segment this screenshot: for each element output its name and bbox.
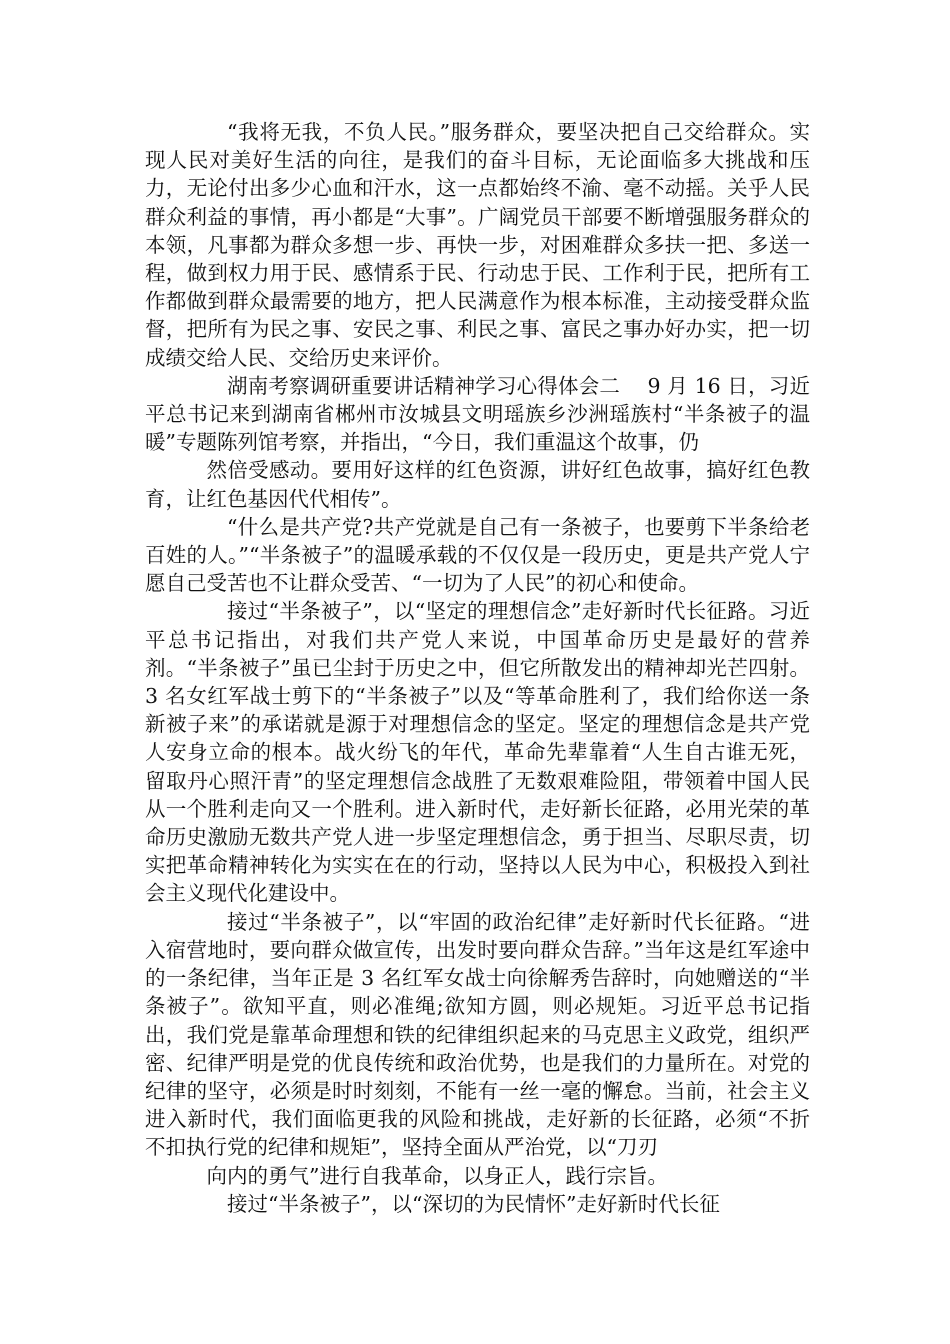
document-body — [145, 118, 810, 1218]
paragraph-red-resources: 然倍受感动。要用好这样的红色资源，讲好红色故事，搞好红色教育，让红色基因代代相传”。 — [145, 458, 810, 511]
paragraph-self-revolution: 向内的勇气”进行自我革命，以身正人，践行宗旨。 — [206, 1163, 668, 1188]
paragraph-serve-people: “我将无我，不负人民。”服务群众，要坚决把自己交给群众。实现人民对美好生活的向往，是我们的奋斗目标，无论面临多大挑战和压力，无论付出多少心血和汗水，这一点都始终不渝、毫不动摇。关乎人民群众利益的事情，再小都是“大事”。广阔党员干部要不断增强服务群众的本领，凡事都为群众多想一步、再快一步，对困难群众多扶一把、多送一程，做到权力用于民、感情系于民、行动忠于民、工作利于民，把所有工作都做到群众最需要的地方，把人民满意作为根本标准，主动接受群众监督，把所有为民之事、安民之事、利民之事、富民之事办好办实，把一切成绩交给人民、交给历史来评价。 — [145, 120, 810, 370]
paragraph-political-discipline: 接过“半条被子”，以“牢固的政治纪律”走好新时代长征路。“进入宿营地时，要向群众做宣传，出发时要向群众告辞。”当年这是红军途中的一条纪律，当年正是 3 名红军女战士向徐解秀告辞时，向她赠送的“半条被子”。欲知平直，则必准绳;欲知方圆，则必规矩。习近平总书记指出，我们党是靠革命理想和铁的纪律组织起来的马克思主义政党，组织严密、纪律严明是党的优良传统和政治优势，也是我们的力量所在。对党的纪律的坚守，必须是时时刻刻，不能有一丝一毫的懈怠。当前，社会主义进入新时代，我们面临更我的风险和挑战，走好新的长征路，必须“不折不扣执行党的纪律和规矩”，坚持全面从严治党，以“刀刃 — [145, 909, 810, 1160]
paragraph-hunan-inspection: 湖南考察调研重要讲话精神学习心得体会二 9 月 16 日，习近平总书记来到湖南省郴州市汝城县文明瑶族乡沙洲瑶族村“半条被子的温暖”专题陈列馆考察，并指出，“今日，我们重温这个故事，仍 — [145, 373, 810, 455]
paragraph-people-sentiment: 接过“半条被子”，以“深切的为民情怀”走好新时代长征 — [227, 1191, 720, 1216]
paragraph-ideals-belief: 接过“半条被子”，以“坚定的理想信念”走好新时代长征路。习近平总书记指出，对我们共产党人来说，中国革命历史是最好的营养剂。“半条被子”虽已尘封于历史之中，但它所散发出的精神却光芒四射。3 名女红军战士剪下的“半条被子”以及“等革命胜利了，我们给你送一条新被子来”的承诺就是源于对理想信念的坚定。坚定的理想信念是共产党人安身立命的根本。战火纷飞的年代，革命先辈靠着“人生自古谁无死，留取丹心照汗青”的坚定理想信念战胜了无数艰难险阻，带领着中国人民从一个胜利走向又一个胜利。进入新时代，走好新长征路，必用光荣的革命历史激励无数共产党人进一步坚定理想信念，勇于担当、尽职尽责，切实把革命精神转化为实实在在的行动，坚持以人民为中心，积极投入到社会主义现代化建设中。 — [145, 599, 810, 906]
paragraph-what-is-party: “什么是共产党?共产党就是自己有一条被子，也要剪下半条给老百姓的人。”“半条被子”的温暖承载的不仅仅是一段历史，更是共产党人宁愿自己受苦也不让群众受苦、“一切为了人民”的初心和使命。 — [145, 514, 810, 596]
